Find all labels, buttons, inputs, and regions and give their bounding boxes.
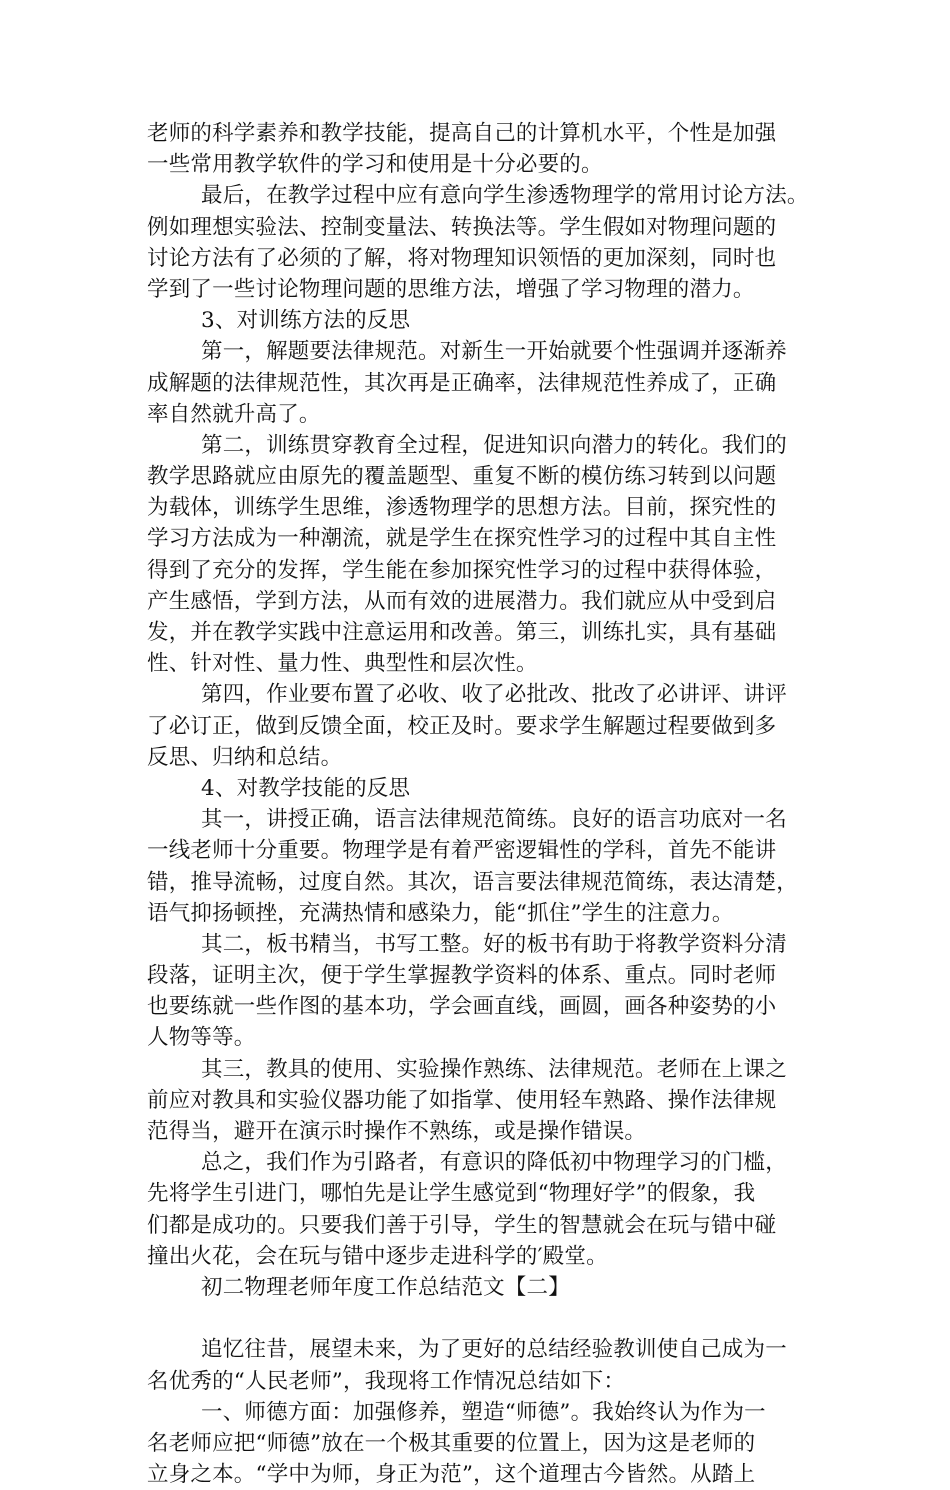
text-line: 一些常用教学软件的学习和使用是十分必要的。 (147, 152, 603, 178)
text-line: 们都是成功的。只要我们善于引导，学生的智慧就会在玩与错中碰 (147, 1212, 777, 1238)
text-line: 其二，板书精当，书写工整。好的板书有助于将教学资料分清 (201, 931, 787, 957)
text-line: 其一，讲授正确，语言法律规范简练。良好的语言功底对一名 (201, 807, 787, 833)
text-line: 性、针对性、量力性、典型性和层次性。 (147, 651, 538, 677)
text-line: 反思、归纳和总结。 (147, 744, 343, 770)
text-line: 得到了充分的发挥，学生能在参加探究性学习的过程中获得体验， (147, 557, 777, 583)
text-line: 总之，我们作为引路者，有意识的降低初中物理学习的门槛， (201, 1150, 787, 1176)
text-line: 第二，训练贯穿教育全过程，促进知识向潜力的转化。我们的 (201, 432, 787, 458)
text-line: 为载体，训练学生思维，渗透物理学的思想方法。目前，探究性的 (147, 495, 777, 521)
text-line: 一线老师十分重要。物理学是有着严密逻辑性的学科，首先不能讲 (147, 838, 777, 864)
text-line: 一、师德方面：加强修养，塑造“师德”。我始终认为作为一 (201, 1399, 766, 1425)
text-line: 前应对教具和实验仪器功能了如指掌、使用轻车熟路、操作法律规 (147, 1087, 777, 1113)
text-line: 率自然就升高了。 (147, 401, 321, 427)
text-line: 追忆往昔，展望未来，为了更好的总结经验教训使自己成为一 (201, 1337, 787, 1363)
text-line: 学习方法成为一种潮流，就是学生在探究性学习的过程中其自主性 (147, 526, 777, 552)
text-line: 人物等等。 (147, 1025, 256, 1051)
text-line: 名优秀的“人民老师”，我现将工作情况总结如下： (147, 1368, 626, 1394)
text-line: 3、对训练方法的反思 (201, 308, 411, 334)
text-line: 成解题的法律规范性，其次再是正确率，法律规范性养成了，正确 (147, 370, 777, 396)
text-line: 发，并在教学实践中注意运用和改善。第三，训练扎实，具有基础 (147, 620, 777, 645)
text-line: 其三，教具的使用、实验操作熟练、法律规范。老师在上课之 (201, 1056, 787, 1082)
text-line: 了必订正，做到反馈全面，校正及时。要求学生解题过程要做到多 (147, 713, 777, 739)
text-line: 最后，在教学过程中应有意向学生渗透物理学的常用讨论方法。 (201, 183, 809, 209)
text-line: 撞出火花，会在玩与错中逐步走进科学的′殿堂。 (147, 1243, 608, 1269)
text-line: 也要练就一些作图的基本功，学会画直线，画圆，画各种姿势的小 (147, 994, 777, 1020)
text-line: 名老师应把“师德”放在一个极其重要的位置上，因为这是老师的 (147, 1430, 756, 1456)
text-line: 4、对教学技能的反思 (201, 775, 411, 801)
text-line: 先将学生引进门，哪怕先是让学生感觉到“物理好学”的假象，我 (147, 1181, 756, 1207)
text-line: 例如理想实验法、控制变量法、转换法等。学生假如对物理问题的 (147, 214, 777, 240)
text-line: 第一，解题要法律规范。对新生一开始就要个性强调并逐渐养 (201, 339, 787, 365)
text-line: 段落，证明主次，便于学生掌握教学资料的体系、重点。同时老师 (147, 963, 777, 989)
text-line: 学到了一些讨论物理问题的思维方法，增强了学习物理的潜力。 (147, 276, 755, 302)
text-line: 错，推导流畅，过度自然。其次，语言要法律规范简练，表达清楚， (147, 869, 799, 895)
text-line: 第四，作业要布置了必收、收了必批改、批改了必讲评、讲评 (201, 682, 787, 708)
text-line: 语气抑扬顿挫，充满热情和感染力，能“抓住”学生的注意力。 (147, 900, 734, 926)
text-line: 范得当，避开在演示时操作不熟练，或是操作错误。 (147, 1119, 647, 1144)
text-line: 初二物理老师年度工作总结范文【二】 (201, 1274, 570, 1300)
text-line: 产生感悟，学到方法，从而有效的进展潜力。我们就应从中受到启 (147, 588, 777, 614)
document-body (147, 118, 827, 1490)
text-line: 教学思路就应由原先的覆盖题型、重复不断的模仿练习转到以问题 (147, 464, 777, 490)
text-line: 立身之本。“学中为师，身正为范”，这个道理古今皆然。从踏上 (147, 1462, 756, 1488)
text-line: 老师的科学素养和教学技能，提高自己的计算机水平，个性是加强 (147, 121, 777, 146)
text-line: 讨论方法有了必须的了解，将对物理知识领悟的更加深刻，同时也 (147, 245, 777, 271)
blank-line (147, 1303, 827, 1334)
